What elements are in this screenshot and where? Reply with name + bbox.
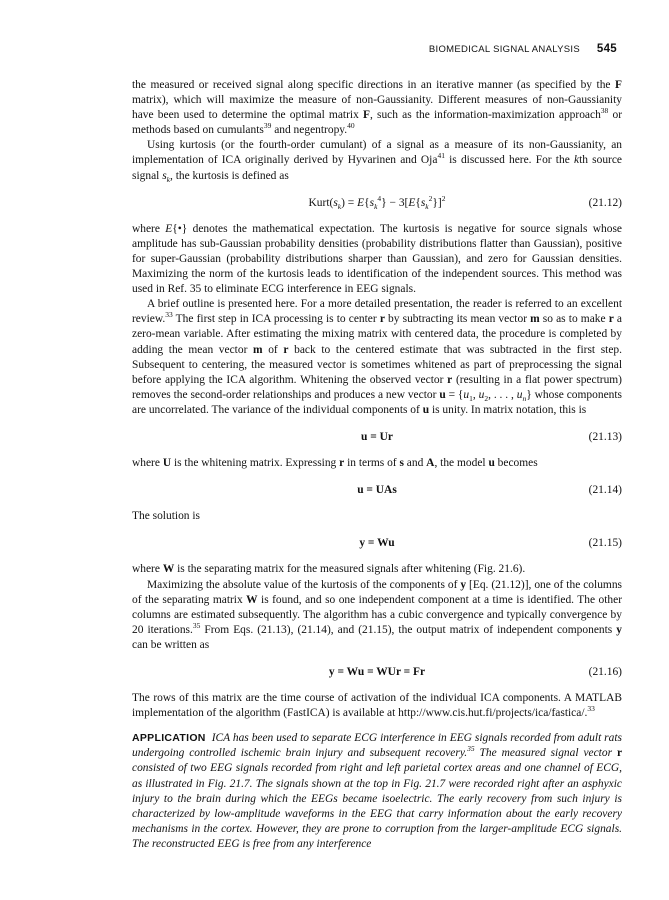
ref: 40 xyxy=(347,121,355,131)
paragraph-8: Maximizing the absolute value of the kurtosis of the components of y [Eq. (21.12)], one of the columns of the separating matrix W is found, and so one independent component at a time is identified. The other columns are estimated subsequently. The algorithm has a cubic convergence and typically convergence by 20 iterations.$^{35}$ From Eqs. (21.13), (21.14), and (21.15), the output matrix of independent components y can be written as xyxy=(132,578,623,651)
ref: 35 xyxy=(192,620,201,630)
ref: 39 xyxy=(263,121,272,131)
ref: 33 xyxy=(587,704,595,714)
equation-21-16 xyxy=(132,665,622,680)
ref: 33 xyxy=(165,310,173,320)
equation-math: $Kurt(s_k) = E\{s_k^4\} - 3[E\{s_k^2\}]^2$ xyxy=(308,193,446,211)
equation-number: (21.13) xyxy=(588,430,622,443)
equation-number: (21.14) xyxy=(588,484,622,497)
equation-number: (21.12) xyxy=(588,196,622,209)
ref: 41 xyxy=(437,151,445,161)
equation-math: u = UAs xyxy=(357,484,397,497)
page-number: 545 xyxy=(596,43,617,55)
paragraph-6: The solution is xyxy=(132,510,200,523)
equation-number: (21.16) xyxy=(588,666,622,678)
application-label: APPLICATION xyxy=(132,732,206,745)
paragraph-4: A brief outline is presented here. For a more detailed presentation, the reader is referred to an excellent review.$^{33}$ The first step in ICA processing is to center r by subtracting its mean vector m so as to make r a zero-mean variable. After estimating the mixing matrix with centered data, the procedure is completed by adding the mean vector m of r back to the centered estimate that was subtracted in the first step. Subsequent to centering, the measured vector is sometimes whitened as part of preprocessing the signal before applying the ICA algorithm. Whitening the observed vector r (resulting in a flat power spectrum) removes the second-order relationships and produces a new vector $u = \{u_1$, $u_2$, . . . , $u_n$} whose components are uncorrelated. The variance of the individual components of u is unity. In matrix notation, this is xyxy=(132,298,623,416)
equation-math: y = Wu = WUr = Fr xyxy=(328,666,426,678)
paragraph-2: Using kurtosis (or the fourth-order cumulant) of a signal as a measure of its non-Gaussianity, an implementation of ICA originally derived by Hyvarinen and Oja$^{41}$ is discussed here. For the kth source signal $s_k$, the kurtosis is defined as xyxy=(132,139,623,184)
page-body xyxy=(132,78,622,852)
equation-number: (21.15) xyxy=(588,537,622,550)
equation-21-13 xyxy=(132,430,622,445)
equation-21-14 xyxy=(132,483,622,498)
paragraph-1: the measured or received signal along specific directions in an iterative manner (as specified by the F matrix), which will maximize the measure of non-Gaussianity. Different measures of non-Gaussianity have been used to determine the optimal matrix F, such as the information-maximization approach$^{38}$ or methods based on cumulants$^{39}$ and negentropy.$^{40}$ xyxy=(132,79,623,137)
ref: 35 xyxy=(467,744,475,754)
application-paragraph: APPLICATION ICA has been used to separate ECG interference in EEG signals recorded from adult rats undergoing controlled ischemic brain injury and subsequent recovery.$^{35}$ The measured signal vector r consisted of two EEG signals recorded from right and left parietal cortex areas and one channel of ECG, as illustrated in Fig. 21.7. The signals shown at the top in Fig. 21.7 were recorded right after an asphyxic injury to the brain during which the EEGs became isoelectric. The early recovery from such injury is characterized by low-amplitude waveforms in the EEG that carry information about the early recovery mechanisms in the cortex. However, they are prone to corruption from the larger-amplitude ECG signals. The reconstructed EEG is free from any interference xyxy=(132,732,623,850)
paragraph-5: where U is the whitening matrix. Expressing r in terms of s and A, the model u becomes xyxy=(132,457,538,470)
paragraph-3: where E{•} denotes the mathematical expectation. The kurtosis is negative for source signals whose amplitude has sub-Gaussian probability densities (probability distributions flatter than Gaussian), positive for super-Gaussian (probability distributions sharper than Gaussian), and zero for Gaussian densities. Maximizing the norm of the kurtosis leads to identification of the independent sources. This method was used in Ref. 35 to eliminate ECG interference in EEG signals. xyxy=(132,222,622,296)
equation-21-12 xyxy=(132,193,622,211)
equation-math: y = Wu xyxy=(359,537,395,550)
running-header xyxy=(429,43,617,55)
running-title: BIOMEDICAL SIGNAL ANALYSIS xyxy=(428,44,580,55)
paragraph-7: where W is the separating matrix for the measured signals after whitening (Fig. 21.6). xyxy=(132,563,526,576)
equation-21-15 xyxy=(132,536,622,551)
equation-math: u = Ur xyxy=(361,430,393,443)
ref: 38 xyxy=(600,106,609,116)
paragraph-9: The rows of this matrix are the time course of activation of the individual ICA components. A MATLAB implementation of the algorithm (FastICA) is available at http://www.cis.hut.fi/projects/ica/fastica/.$^{33}$ xyxy=(132,692,622,720)
